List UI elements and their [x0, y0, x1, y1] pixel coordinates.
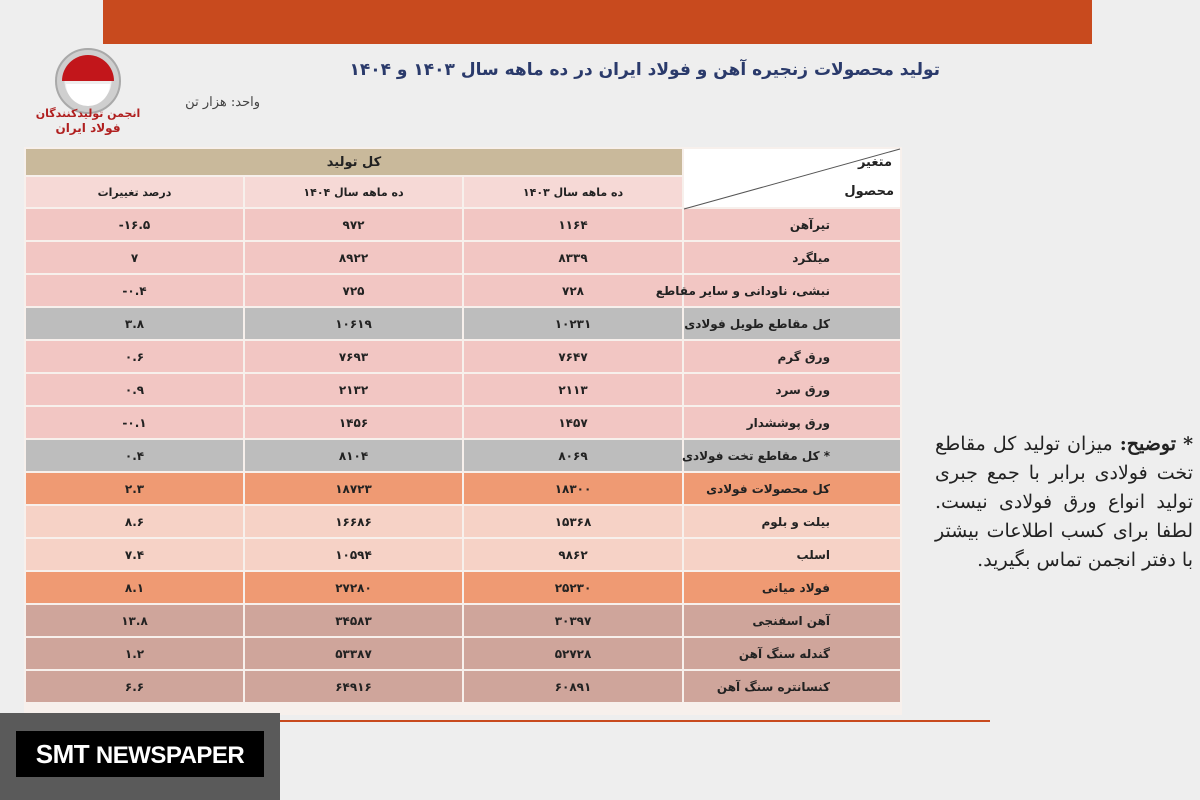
- value-1404-cell: ۲۷۲۸۰: [245, 572, 462, 603]
- table-row: [26, 341, 900, 372]
- value-1403-cell: ۱۴۵۷: [464, 407, 682, 438]
- change-cell: -۱۶.۵: [26, 209, 243, 240]
- note-star: *: [1183, 433, 1194, 455]
- logo-line1: انجمن تولیدکنندگان: [35, 107, 141, 120]
- logo-caption: [30, 106, 146, 136]
- change-cell: ۳.۸: [26, 308, 243, 339]
- product-cell: اسلب: [684, 539, 900, 570]
- value-1403-cell: ۲۱۱۳: [464, 374, 682, 405]
- table-row: [26, 638, 900, 669]
- value-1403-cell: ۶۰۸۹۱: [464, 671, 682, 702]
- product-cell: آهن اسفنجی: [684, 605, 900, 636]
- product-cell: نبشی، ناودانی و سایر مقاطع: [684, 275, 900, 306]
- change-cell: ۰.۴: [26, 440, 243, 471]
- value-1404-cell: ۲۱۳۲: [245, 374, 462, 405]
- corner-product-label: محصول: [844, 184, 895, 199]
- change-cell: ۸.۶: [26, 506, 243, 537]
- value-1404-cell: ۳۴۵۸۳: [245, 605, 462, 636]
- product-cell: بیلت و بلوم: [684, 506, 900, 537]
- product-cell: کنسانتره سنگ آهن: [684, 671, 900, 702]
- product-cell: میلگرد: [684, 242, 900, 273]
- page-title: تولید محصولات زنجیره آهن و فولاد ایران در ده ماهه سال ۱۴۰۳ و ۱۴۰۴: [349, 60, 940, 80]
- table-row: [26, 671, 900, 702]
- col-header-1403: ده ماهه سال ۱۴۰۳: [464, 177, 682, 207]
- change-cell: ۶.۶: [26, 671, 243, 702]
- value-1404-cell: ۱۶۶۸۶: [245, 506, 462, 537]
- value-1404-cell: ۸۱۰۴: [245, 440, 462, 471]
- production-table: [24, 147, 902, 715]
- product-cell: کل محصولات فولادی: [684, 473, 900, 504]
- table-row: [26, 605, 900, 636]
- table-row: [26, 242, 900, 273]
- table-row: [26, 209, 900, 240]
- product-cell: تیرآهن: [684, 209, 900, 240]
- table-row: [26, 539, 900, 570]
- col-header-change: درصد تغییرات: [26, 177, 243, 207]
- value-1404-cell: ۱۸۷۲۳: [245, 473, 462, 504]
- table-row: [26, 506, 900, 537]
- table-row: [26, 473, 900, 504]
- change-cell: ۷: [26, 242, 243, 273]
- value-1403-cell: ۱۵۳۶۸: [464, 506, 682, 537]
- value-1403-cell: ۲۵۲۳۰: [464, 572, 682, 603]
- top-accent-bar: [103, 0, 1092, 44]
- value-1403-cell: ۷۲۸: [464, 275, 682, 306]
- value-1403-cell: ۹۸۶۲: [464, 539, 682, 570]
- value-1403-cell: ۱۱۶۴: [464, 209, 682, 240]
- value-1403-cell: ۱۰۲۳۱: [464, 308, 682, 339]
- product-cell: ورق پوششدار: [684, 407, 900, 438]
- unit-label: واحد: هزار تن: [185, 95, 260, 110]
- value-1403-cell: ۸۳۳۹: [464, 242, 682, 273]
- note-label: توضیح:: [1119, 433, 1176, 455]
- change-cell: -۰.۴: [26, 275, 243, 306]
- logo-line2: فولاد ایران: [55, 121, 121, 135]
- change-cell: ۱.۲: [26, 638, 243, 669]
- product-cell: کل مقاطع طویل فولادی: [684, 308, 900, 339]
- value-1404-cell: ۷۶۹۳: [245, 341, 462, 372]
- value-1403-cell: ۷۶۴۷: [464, 341, 682, 372]
- table-row: [26, 572, 900, 603]
- corner-variable-label: متغیر: [857, 155, 893, 170]
- value-1404-cell: ۱۰۶۱۹: [245, 308, 462, 339]
- change-cell: ۰.۹: [26, 374, 243, 405]
- change-cell: ۲.۳: [26, 473, 243, 504]
- product-cell: ورق سرد: [684, 374, 900, 405]
- table-row: [26, 308, 900, 339]
- value-1403-cell: ۸۰۶۹: [464, 440, 682, 471]
- value-1404-cell: ۱۴۵۶: [245, 407, 462, 438]
- value-1403-cell: ۳۰۳۹۷: [464, 605, 682, 636]
- smt-logo-box: [16, 731, 264, 777]
- value-1404-cell: ۶۴۹۱۶: [245, 671, 462, 702]
- value-1404-cell: ۱۰۵۹۴: [245, 539, 462, 570]
- value-1404-cell: ۵۳۳۸۷: [245, 638, 462, 669]
- change-cell: ۰.۶: [26, 341, 243, 372]
- table-row: [26, 374, 900, 405]
- change-cell: ۱۳.۸: [26, 605, 243, 636]
- corner-header: [684, 149, 900, 207]
- newspaper-brand: NEWSPAPER: [95, 742, 245, 769]
- col-header-1404: ده ماهه سال ۱۴۰۴: [245, 177, 462, 207]
- table-row: [26, 407, 900, 438]
- product-cell: گندله سنگ آهن: [684, 638, 900, 669]
- explanation-note: [935, 430, 1193, 575]
- value-1404-cell: ۷۲۵: [245, 275, 462, 306]
- table-row: [26, 275, 900, 306]
- table-row: [26, 440, 900, 471]
- product-cell: * کل مقاطع تخت فولادی: [684, 440, 900, 471]
- value-1403-cell: ۵۲۷۲۸: [464, 638, 682, 669]
- change-cell: ۸.۱: [26, 572, 243, 603]
- product-cell: فولاد میانی: [684, 572, 900, 603]
- value-1404-cell: ۹۷۲: [245, 209, 462, 240]
- product-cell: ورق گرم: [684, 341, 900, 372]
- smt-newspaper-logo: [0, 713, 280, 800]
- group-header: کل تولید: [26, 149, 682, 175]
- change-cell: ۷.۴: [26, 539, 243, 570]
- value-1404-cell: ۸۹۲۲: [245, 242, 462, 273]
- smt-brand: SMT: [35, 739, 90, 769]
- change-cell: -۰.۱: [26, 407, 243, 438]
- value-1403-cell: ۱۸۳۰۰: [464, 473, 682, 504]
- note-text: میزان تولید کل مقاطع تخت فولادی برابر با جمع جبری تولید انواع ورق فولادی نیست. لطفا برای کسب اطلاعات بیشتر با دفتر انجمن تماس بگیرید.: [935, 433, 1193, 571]
